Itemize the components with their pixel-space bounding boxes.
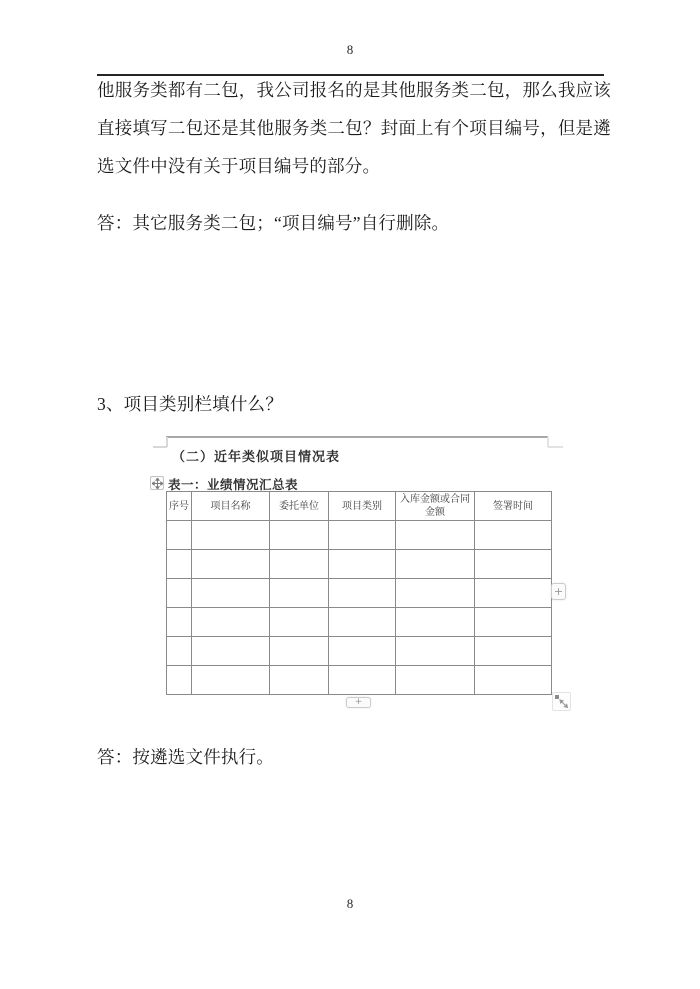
table-cell <box>270 579 329 608</box>
section-heading: （二）近年类似项目情况表 <box>172 449 341 464</box>
table-cell <box>475 550 552 579</box>
page-boundary-corner-right <box>548 446 563 448</box>
table-cell <box>192 666 270 695</box>
col-header-amount: 入库金额或合同金额 <box>396 492 475 521</box>
col-header-category: 项目类别 <box>329 492 396 521</box>
table-row <box>167 521 552 550</box>
table-cell <box>475 579 552 608</box>
table-cell <box>192 579 270 608</box>
table-row <box>167 637 552 666</box>
question-2-continuation-paragraph: 他服务类都有二包，我公司报名的是其他服务类二包，那么我应该直接填写二包还是其他服务类二包？封面上有个项目编号，但是遴选文件中没有关于项目编号的部分。 <box>97 80 611 176</box>
table-cell <box>475 666 552 695</box>
page-number-bottom: 8 <box>346 896 354 911</box>
col-header-client: 委托单位 <box>270 492 329 521</box>
four-arrows-icon <box>152 478 163 489</box>
table-cell <box>167 637 192 666</box>
table-row <box>167 550 552 579</box>
page-boundary-line <box>166 436 548 438</box>
summary-table <box>166 491 552 695</box>
table-cell <box>475 521 552 550</box>
embedded-word-screenshot <box>100 428 605 720</box>
table-cell <box>329 521 396 550</box>
table-body <box>167 521 552 695</box>
col-header-project: 项目名称 <box>192 492 270 521</box>
page-boundary-corner-left <box>153 446 167 448</box>
table-row <box>167 666 552 695</box>
table-cell <box>329 666 396 695</box>
page-number-top: 8 <box>346 42 354 57</box>
table-row <box>167 579 552 608</box>
table-cell <box>192 637 270 666</box>
table-cell <box>475 608 552 637</box>
table-cell <box>396 666 475 695</box>
table-header-row <box>167 492 552 521</box>
table-insert-button-right: + <box>551 583 566 600</box>
table-cell <box>270 637 329 666</box>
answer-2-text: 答：其它服务类二包；“项目编号”自行删除。 <box>97 213 450 233</box>
table-cell <box>329 579 396 608</box>
table-cell <box>167 550 192 579</box>
table-resize-handle-icon <box>552 692 571 711</box>
table-cell <box>329 637 396 666</box>
answer-3-text: 答：按遴选文件执行。 <box>97 747 274 767</box>
table-caption: 表一：业绩情况汇总表 <box>168 478 299 492</box>
table-cell <box>396 550 475 579</box>
table-cell <box>270 608 329 637</box>
question-3-text: 3、项目类别栏填什么？ <box>97 394 283 414</box>
diagonal-resize-icon <box>553 693 570 710</box>
col-header-sign-date: 签署时间 <box>475 492 552 521</box>
table-cell <box>270 521 329 550</box>
table-row <box>167 608 552 637</box>
table-cell <box>329 608 396 637</box>
page-boundary-corner-left-tick <box>166 437 168 447</box>
table-cell <box>167 579 192 608</box>
table-cell <box>475 637 552 666</box>
table-cell <box>167 608 192 637</box>
table-cell <box>192 608 270 637</box>
table-cell <box>192 521 270 550</box>
table-cell <box>396 608 475 637</box>
table-cell <box>270 666 329 695</box>
table-cell <box>396 579 475 608</box>
table-move-handle-icon <box>150 476 164 490</box>
table-cell <box>270 550 329 579</box>
table-cell <box>167 521 192 550</box>
table-cell <box>396 521 475 550</box>
table-cell <box>167 666 192 695</box>
col-header-seq: 序号 <box>167 492 192 521</box>
table-cell <box>329 550 396 579</box>
table-cell <box>192 550 270 579</box>
table-insert-button-bottom: + <box>346 697 371 708</box>
table-cell <box>396 637 475 666</box>
